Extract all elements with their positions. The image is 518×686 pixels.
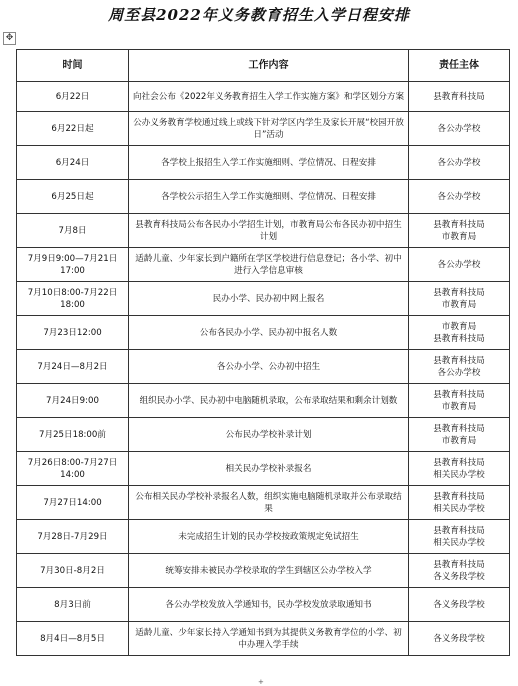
cell-content: 向社会公布《2022年义务教育招生入学工作实施方案》和学区划分方案	[129, 82, 409, 112]
cell-time: 7月24日—8月2日	[17, 350, 129, 384]
owner-line: 各公办学校	[437, 191, 481, 202]
cell-time: 7月27日14:00	[17, 486, 129, 520]
cell-owner	[409, 350, 510, 384]
cell-content: 公布民办学校补录计划	[129, 418, 409, 452]
table-row	[17, 316, 510, 350]
cell-content: 各学校上报招生入学工作实施细则、学位情况、日程安排	[129, 146, 409, 180]
cell-owner	[409, 214, 510, 248]
owner-line: 各义务段学校	[433, 571, 485, 582]
owner-line: 相关民办学校	[433, 503, 485, 514]
cell-time: 6月24日	[17, 146, 129, 180]
owner-line: 各义务段学校	[433, 599, 485, 610]
cell-content: 各公办小学、公办初中招生	[129, 350, 409, 384]
cell-owner	[409, 554, 510, 588]
owner-line: 相关民办学校	[433, 537, 485, 548]
page-title: 周至县2022年义务教育招生入学日程安排	[108, 6, 410, 24]
table-header-row	[17, 50, 510, 82]
table-row	[17, 146, 510, 180]
cell-time: 6月22日起	[17, 112, 129, 146]
cell-content: 各学校公示招生入学工作实施细则、学位情况、日程安排	[129, 180, 409, 214]
cell-owner	[409, 112, 510, 146]
owner-line: 市教育局	[441, 321, 477, 332]
cell-owner	[409, 248, 510, 282]
owner-line: 各公办学校	[437, 259, 481, 270]
cell-time: 6月22日	[17, 82, 129, 112]
table-row	[17, 350, 510, 384]
table-row	[17, 588, 510, 622]
cell-content: 各公办学校发放入学通知书，民办学校发放录取通知书	[129, 588, 409, 622]
cell-time: 6月25日起	[17, 180, 129, 214]
cell-time: 7月8日	[17, 214, 129, 248]
owner-line: 县教育科技局	[433, 333, 485, 344]
cell-owner	[409, 486, 510, 520]
cell-owner	[409, 384, 510, 418]
owner-line: 相关民办学校	[433, 469, 485, 480]
table-row	[17, 486, 510, 520]
cell-time: 7月26日8:00-7月27日14:00	[17, 452, 129, 486]
cell-owner	[409, 180, 510, 214]
table-row	[17, 622, 510, 656]
owner-line: 县教育科技局	[433, 91, 485, 102]
owner-line: 市教育局	[441, 299, 477, 310]
owner-line: 各公办学校	[437, 157, 481, 168]
owner-line: 县教育科技局	[433, 491, 485, 502]
table-row	[17, 282, 510, 316]
cell-time: 7月28日-7月29日	[17, 520, 129, 554]
header-owner: 责任主体	[409, 50, 510, 82]
cell-content: 公布各民办小学、民办初中报名人数	[129, 316, 409, 350]
cell-owner	[409, 588, 510, 622]
header-time: 时间	[17, 50, 129, 82]
table-resize-handle-icon[interactable]: +	[258, 678, 264, 686]
cell-content: 县教育科技局公布各民办小学招生计划，市教育局公布各民办初中招生计划	[129, 214, 409, 248]
owner-line: 各义务段学校	[433, 633, 485, 644]
owner-line: 市教育局	[441, 435, 477, 446]
owner-line: 市教育局	[441, 401, 477, 412]
owner-line: 县教育科技局	[433, 219, 485, 230]
cell-content: 相关民办学校补录报名	[129, 452, 409, 486]
cell-owner	[409, 452, 510, 486]
owner-line: 各公办学校	[437, 367, 481, 378]
header-content: 工作内容	[129, 50, 409, 82]
cell-content: 适龄儿童、少年家长到户籍所在学区学校进行信息登记；各小学、初中进行入学信息审核	[129, 248, 409, 282]
cell-owner	[409, 520, 510, 554]
cell-owner	[409, 418, 510, 452]
cell-content: 统筹安排未被民办学校录取的学生到辖区公办学校入学	[129, 554, 409, 588]
cell-owner	[409, 282, 510, 316]
owner-line: 县教育科技局	[433, 457, 485, 468]
cell-time: 8月4日—8月5日	[17, 622, 129, 656]
table-row	[17, 520, 510, 554]
owner-line: 县教育科技局	[433, 525, 485, 536]
table-move-handle-icon[interactable]: ✥	[3, 32, 16, 45]
cell-time: 7月10日8:00-7月22日18:00	[17, 282, 129, 316]
cell-content: 民办小学、民办初中网上报名	[129, 282, 409, 316]
cell-time: 7月25日18:00前	[17, 418, 129, 452]
owner-line: 县教育科技局	[433, 423, 485, 434]
table-row	[17, 82, 510, 112]
cell-time: 8月3日前	[17, 588, 129, 622]
schedule-table	[16, 49, 510, 656]
table-row	[17, 384, 510, 418]
owner-line: 县教育科技局	[433, 355, 485, 366]
cell-owner	[409, 146, 510, 180]
table-row	[17, 180, 510, 214]
table-row	[17, 214, 510, 248]
cell-content: 公布相关民办学校补录报名人数，组织实施电脑随机录取并公布录取结果	[129, 486, 409, 520]
owner-line: 市教育局	[441, 231, 477, 242]
cell-owner	[409, 622, 510, 656]
cell-time: 7月30日-8月2日	[17, 554, 129, 588]
owner-line: 县教育科技局	[433, 287, 485, 298]
cell-content: 适龄儿童、少年家长持入学通知书到为其提供义务教育学位的小学、初中办理入学手续	[129, 622, 409, 656]
owner-line: 县教育科技局	[433, 389, 485, 400]
cell-time: 7月9日9:00—7月21日17:00	[17, 248, 129, 282]
cell-time: 7月23日12:00	[17, 316, 129, 350]
owner-line: 县教育科技局	[433, 559, 485, 570]
table-row	[17, 248, 510, 282]
cell-content: 组织民办小学、民办初中电脑随机录取，公布录取结果和剩余计划数	[129, 384, 409, 418]
cell-time: 7月24日9:00	[17, 384, 129, 418]
owner-line: 各公办学校	[437, 123, 481, 134]
table-row	[17, 112, 510, 146]
cell-owner	[409, 316, 510, 350]
table-row	[17, 554, 510, 588]
cell-content: 公办义务教育学校通过线上或线下针对学区内学生及家长开展“校园开放日”活动	[129, 112, 409, 146]
table-row	[17, 452, 510, 486]
table-row	[17, 418, 510, 452]
cell-owner	[409, 82, 510, 112]
cell-content: 未完成招生计划的民办学校按政策规定免试招生	[129, 520, 409, 554]
